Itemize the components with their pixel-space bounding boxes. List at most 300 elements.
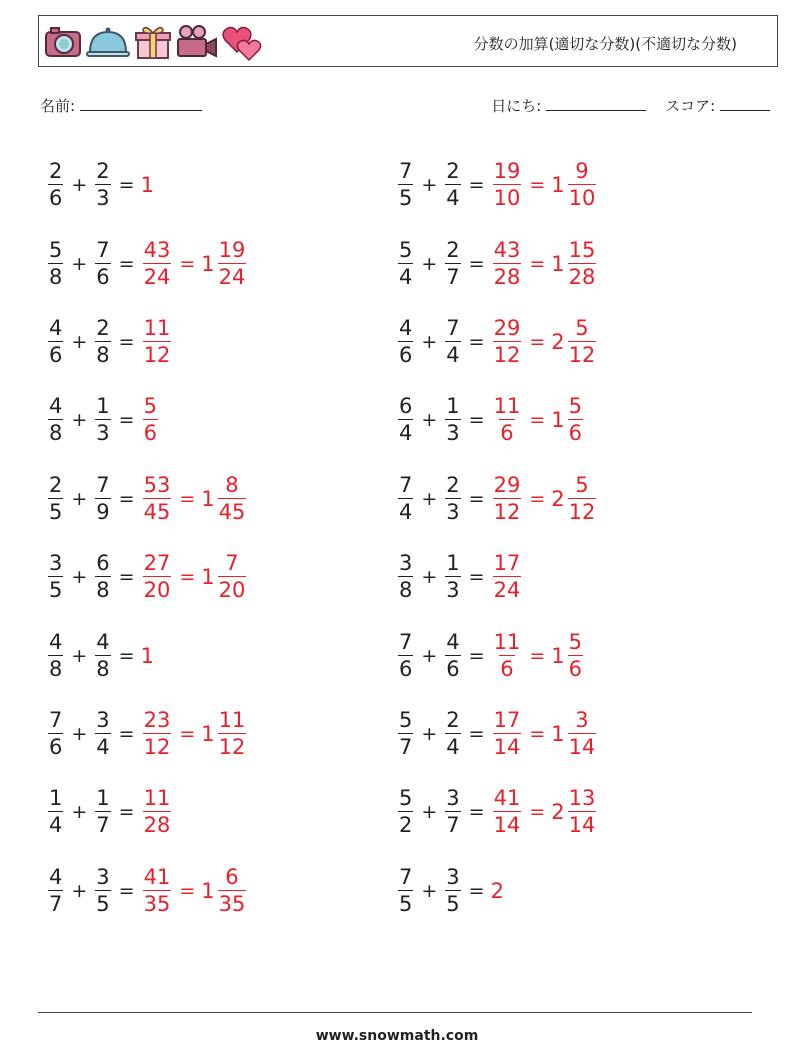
equals-sign: =: [468, 330, 485, 353]
answer-mixed-fraction: [568, 161, 597, 209]
plus-sign: +: [421, 487, 438, 510]
denominator: 28: [143, 813, 171, 838]
plus-sign: +: [71, 330, 88, 353]
numerator: 27: [143, 551, 171, 576]
denominator: 6: [446, 656, 460, 681]
denominator: 5: [49, 578, 63, 603]
answer: [491, 629, 585, 681]
plus-sign: +: [71, 487, 88, 510]
addend-fraction: [48, 553, 63, 601]
denominator: 4: [446, 186, 460, 211]
numerator: 2: [446, 472, 460, 497]
answer-mixed-fraction: [218, 472, 247, 524]
numerator: 7: [399, 629, 413, 654]
answer-mixed-fraction: [568, 707, 597, 759]
denominator: 4: [399, 499, 413, 524]
answer-whole-number: 1: [201, 721, 215, 746]
numerator: 3: [96, 864, 110, 889]
addend-fraction: [48, 629, 63, 681]
numerator: 11: [218, 707, 246, 732]
denominator: 12: [568, 499, 596, 524]
addend-fraction: [48, 707, 63, 759]
numerator: 53: [143, 472, 171, 497]
numerator: 5: [399, 786, 413, 811]
numerator: 2: [446, 159, 460, 184]
equals-sign: =: [118, 174, 135, 197]
plus-sign: +: [421, 801, 438, 824]
answer-fraction: [143, 472, 172, 524]
denominator: 4: [399, 264, 413, 289]
denominator: 4: [446, 342, 460, 367]
addend-fraction: [95, 396, 110, 444]
plus-sign: +: [421, 722, 438, 745]
addend-fraction: [445, 864, 460, 916]
worksheet-header: [38, 15, 778, 67]
plus-sign: +: [71, 722, 88, 745]
denominator: 20: [143, 578, 171, 603]
name-field: [40, 95, 202, 116]
addend-fraction: [95, 629, 110, 681]
addend-fraction: [95, 788, 110, 836]
denominator: 24: [218, 264, 246, 289]
numerator: 5: [575, 472, 589, 497]
answer-mixed-fraction: [568, 237, 597, 289]
addend-fraction: [398, 161, 413, 209]
answer: [141, 788, 174, 836]
equals-sign: =: [179, 487, 196, 510]
denominator: 5: [399, 186, 413, 211]
numerator: 5: [575, 315, 589, 340]
denominator: 5: [96, 891, 110, 916]
answer: [141, 644, 155, 668]
numerator: 4: [49, 315, 63, 340]
numerator: 7: [399, 864, 413, 889]
answer-whole-number: 1: [201, 565, 215, 590]
answer-fraction: [143, 553, 172, 601]
answer: [491, 315, 599, 367]
problem-row: [396, 460, 726, 538]
numerator: 7: [225, 551, 239, 576]
numerator: 7: [96, 237, 110, 262]
answer: [141, 396, 160, 444]
problem-row: [46, 224, 376, 302]
equals-sign: =: [468, 174, 485, 197]
denominator: 14: [493, 813, 521, 838]
problem-row: [46, 616, 376, 694]
answer: [141, 173, 155, 197]
addend-fraction: [48, 161, 63, 209]
problem-column-right: [396, 146, 726, 930]
problem-column-left: [46, 146, 376, 930]
denominator: 6: [143, 421, 157, 446]
answer-mixed-fraction: [568, 472, 597, 524]
denominator: 7: [446, 813, 460, 838]
equals-sign: =: [179, 722, 196, 745]
answer: [491, 161, 599, 209]
answer-fraction: [493, 629, 522, 681]
answer: [141, 707, 249, 759]
header-icons: [43, 20, 265, 64]
answer: [491, 553, 524, 601]
date-label: 日にち:: [491, 97, 542, 115]
denominator: 45: [218, 499, 246, 524]
denominator: 6: [399, 656, 413, 681]
answer-whole-number: 1: [201, 486, 215, 511]
numerator: 23: [143, 707, 171, 732]
answer-whole-number: 1: [201, 251, 215, 276]
equals-sign: =: [468, 566, 485, 589]
problem-row: [46, 381, 376, 459]
numerator: 19: [218, 237, 246, 262]
answer-fraction: [493, 237, 522, 289]
numerator: 3: [446, 786, 460, 811]
numerator: 4: [49, 864, 63, 889]
addend-fraction: [95, 237, 110, 289]
date-blank[interactable]: [546, 96, 646, 111]
denominator: 3: [96, 186, 110, 211]
problem-row: [396, 695, 726, 773]
plus-sign: +: [421, 566, 438, 589]
numerator: 11: [143, 786, 171, 811]
problem-row: [396, 773, 726, 851]
answer-mixed-fraction: [568, 315, 597, 367]
denominator: 45: [143, 499, 171, 524]
addend-fraction: [95, 315, 110, 367]
addend-fraction: [95, 553, 110, 601]
answer-whole-number: 2: [551, 486, 565, 511]
answer: [491, 707, 599, 759]
denominator: 14: [568, 734, 596, 759]
denominator: 12: [143, 734, 171, 759]
answer-mixed-fraction: [568, 788, 597, 836]
numerator: 43: [493, 237, 521, 262]
answer: [141, 237, 249, 289]
denominator: 10: [493, 186, 521, 211]
denominator: 4: [399, 421, 413, 446]
gift-icon: [133, 22, 173, 62]
numerator: 17: [493, 551, 521, 576]
answer-whole-number: 1: [140, 173, 154, 198]
numerator: 29: [493, 315, 521, 340]
numerator: 1: [49, 786, 63, 811]
answer-mixed-fraction: [218, 553, 247, 601]
addend-fraction: [445, 788, 460, 836]
answer: [491, 237, 599, 289]
answer: [491, 472, 599, 524]
denominator: 14: [568, 813, 596, 838]
equals-sign: =: [529, 330, 546, 353]
denominator: 12: [493, 499, 521, 524]
denominator: 8: [96, 656, 110, 681]
plus-sign: +: [421, 644, 438, 667]
answer-mixed-fraction: [568, 629, 583, 681]
plus-sign: +: [71, 566, 88, 589]
equals-sign: =: [529, 252, 546, 275]
answer-fraction: [493, 553, 522, 601]
addend-fraction: [48, 396, 63, 444]
addend-fraction: [398, 788, 413, 836]
equals-sign: =: [529, 409, 546, 432]
problem-row: [46, 852, 376, 930]
denominator: 5: [399, 891, 413, 916]
denominator: 20: [218, 578, 246, 603]
numerator: 5: [568, 629, 582, 654]
equals-sign: =: [118, 252, 135, 275]
numerator: 43: [143, 237, 171, 262]
cloche-icon: [85, 22, 131, 62]
denominator: 6: [96, 264, 110, 289]
plus-sign: +: [71, 644, 88, 667]
denominator: 6: [49, 342, 63, 367]
denominator: 6: [568, 656, 582, 681]
numerator: 29: [493, 472, 521, 497]
addend-fraction: [445, 315, 460, 367]
denominator: 3: [446, 578, 460, 603]
denominator: 12: [493, 342, 521, 367]
denominator: 4: [446, 734, 460, 759]
equals-sign: =: [468, 801, 485, 824]
numerator: 5: [568, 394, 582, 419]
numerator: 2: [96, 315, 110, 340]
equals-sign: =: [118, 801, 135, 824]
problem-row: [396, 538, 726, 616]
addend-fraction: [445, 629, 460, 681]
denominator: 14: [493, 734, 521, 759]
answer: [491, 788, 599, 836]
numerator: 3: [446, 864, 460, 889]
numerator: 2: [49, 472, 63, 497]
answer-fraction: [493, 315, 522, 367]
denominator: 7: [96, 813, 110, 838]
equals-sign: =: [468, 722, 485, 745]
addend-fraction: [398, 707, 413, 759]
answer-fraction: [143, 788, 172, 836]
denominator: 7: [49, 891, 63, 916]
addend-fraction: [48, 472, 63, 524]
addend-fraction: [445, 237, 460, 289]
numerator: 5: [399, 237, 413, 262]
numerator: 11: [493, 629, 521, 654]
denominator: 28: [493, 264, 521, 289]
equals-sign: =: [118, 644, 135, 667]
equals-sign: =: [529, 487, 546, 510]
denominator: 28: [568, 264, 596, 289]
numerator: 1: [446, 551, 460, 576]
numerator: 7: [446, 315, 460, 340]
numerator: 15: [568, 237, 596, 262]
numerator: 4: [399, 315, 413, 340]
denominator: 6: [49, 186, 63, 211]
addend-fraction: [445, 553, 460, 601]
answer: [491, 879, 505, 903]
problem-row: [396, 381, 726, 459]
denominator: 2: [399, 813, 413, 838]
problem-row: [396, 224, 726, 302]
numerator: 1: [446, 394, 460, 419]
numerator: 7: [49, 707, 63, 732]
equals-sign: =: [468, 487, 485, 510]
numerator: 41: [143, 864, 171, 889]
camera-icon: [43, 22, 83, 62]
equals-sign: =: [529, 644, 546, 667]
numerator: 6: [96, 551, 110, 576]
plus-sign: +: [71, 252, 88, 275]
numerator: 7: [399, 159, 413, 184]
answer-fraction: [493, 161, 522, 209]
problem-row: [396, 146, 726, 224]
addend-fraction: [398, 864, 413, 916]
numerator: 4: [446, 629, 460, 654]
numerator: 4: [96, 629, 110, 654]
equals-sign: =: [179, 879, 196, 902]
plus-sign: +: [421, 174, 438, 197]
denominator: 24: [143, 264, 171, 289]
numerator: 5: [49, 237, 63, 262]
problem-row: [46, 460, 376, 538]
score-blank[interactable]: [720, 96, 770, 111]
plus-sign: +: [421, 409, 438, 432]
answer-whole-number: 1: [551, 251, 565, 276]
numerator: 6: [225, 864, 239, 889]
plus-sign: +: [421, 252, 438, 275]
numerator: 3: [49, 551, 63, 576]
denominator: 3: [446, 499, 460, 524]
numerator: 11: [143, 315, 171, 340]
video-camera-icon: [175, 22, 219, 62]
numerator: 4: [49, 629, 63, 654]
numerator: 5: [143, 394, 157, 419]
answer-whole-number: 1: [551, 721, 565, 746]
problem-row: [46, 773, 376, 851]
denominator: 5: [49, 499, 63, 524]
answer: [141, 864, 249, 916]
numerator: 2: [96, 159, 110, 184]
denominator: 12: [568, 342, 596, 367]
answer-mixed-fraction: [218, 864, 247, 916]
denominator: 6: [500, 656, 514, 681]
numerator: 7: [96, 472, 110, 497]
denominator: 3: [96, 421, 110, 446]
answer-mixed-fraction: [218, 707, 247, 759]
score-label: スコア:: [665, 97, 716, 115]
denominator: 7: [446, 264, 460, 289]
addend-fraction: [398, 237, 413, 289]
equals-sign: =: [468, 644, 485, 667]
numerator: 13: [568, 786, 596, 811]
numerator: 5: [399, 707, 413, 732]
equals-sign: =: [468, 409, 485, 432]
numerator: 19: [493, 159, 521, 184]
denominator: 35: [143, 891, 171, 916]
denominator: 6: [500, 421, 514, 446]
denominator: 5: [446, 891, 460, 916]
plus-sign: +: [71, 409, 88, 432]
denominator: 10: [568, 186, 596, 211]
denominator: 8: [49, 264, 63, 289]
denominator: 12: [218, 734, 246, 759]
equals-sign: =: [118, 330, 135, 353]
numerator: 3: [96, 707, 110, 732]
equals-sign: =: [118, 722, 135, 745]
answer-whole-number: 1: [551, 643, 565, 668]
problem-row: [396, 303, 726, 381]
answer-mixed-fraction: [218, 237, 247, 289]
answer-fraction: [493, 707, 522, 759]
denominator: 4: [96, 734, 110, 759]
worksheet-title: 分数の加算(適切な分数)(不適切な分数): [473, 35, 737, 53]
addend-fraction: [398, 553, 413, 601]
equals-sign: =: [529, 174, 546, 197]
plus-sign: +: [71, 879, 88, 902]
addend-fraction: [445, 472, 460, 524]
denominator: 8: [96, 342, 110, 367]
date-score-fields: [491, 95, 770, 116]
denominator: 6: [568, 421, 582, 446]
numerator: 1: [96, 786, 110, 811]
footer-divider: [38, 1012, 752, 1013]
footer-url: www.snowmath.com: [315, 1028, 479, 1044]
equals-sign: =: [118, 409, 135, 432]
denominator: 6: [399, 342, 413, 367]
denominator: 8: [399, 578, 413, 603]
answer-fraction: [143, 237, 172, 289]
plus-sign: +: [421, 879, 438, 902]
denominator: 4: [49, 813, 63, 838]
numerator: 6: [399, 394, 413, 419]
numerator: 4: [49, 394, 63, 419]
plus-sign: +: [421, 330, 438, 353]
addend-fraction: [95, 707, 110, 759]
addend-fraction: [48, 237, 63, 289]
answer-fraction: [493, 396, 522, 444]
problem-row: [396, 616, 726, 694]
numerator: 2: [446, 237, 460, 262]
denominator: 6: [49, 734, 63, 759]
denominator: 12: [143, 342, 171, 367]
answer: [141, 553, 249, 601]
numerator: 7: [399, 472, 413, 497]
answer-mixed-fraction: [568, 396, 583, 444]
addend-fraction: [398, 315, 413, 367]
addend-fraction: [95, 472, 110, 524]
problem-row: [46, 695, 376, 773]
numerator: 8: [225, 472, 239, 497]
numerator: 3: [575, 707, 589, 732]
answer: [141, 472, 249, 524]
denominator: 3: [446, 421, 460, 446]
addend-fraction: [48, 315, 63, 367]
addend-fraction: [95, 161, 110, 209]
equals-sign: =: [118, 566, 135, 589]
answer-fraction: [493, 788, 522, 836]
problem-row: [46, 146, 376, 224]
denominator: 8: [49, 421, 63, 446]
numerator: 1: [96, 394, 110, 419]
addend-fraction: [48, 788, 63, 836]
equals-sign: =: [179, 566, 196, 589]
addend-fraction: [445, 707, 460, 759]
name-blank[interactable]: [80, 96, 202, 111]
answer-fraction: [143, 315, 172, 367]
denominator: 8: [96, 578, 110, 603]
equals-sign: =: [529, 801, 546, 824]
answer-fraction: [143, 707, 172, 759]
addend-fraction: [48, 864, 63, 916]
problem-row: [46, 303, 376, 381]
addend-fraction: [445, 396, 460, 444]
equals-sign: =: [529, 722, 546, 745]
plus-sign: +: [71, 801, 88, 824]
